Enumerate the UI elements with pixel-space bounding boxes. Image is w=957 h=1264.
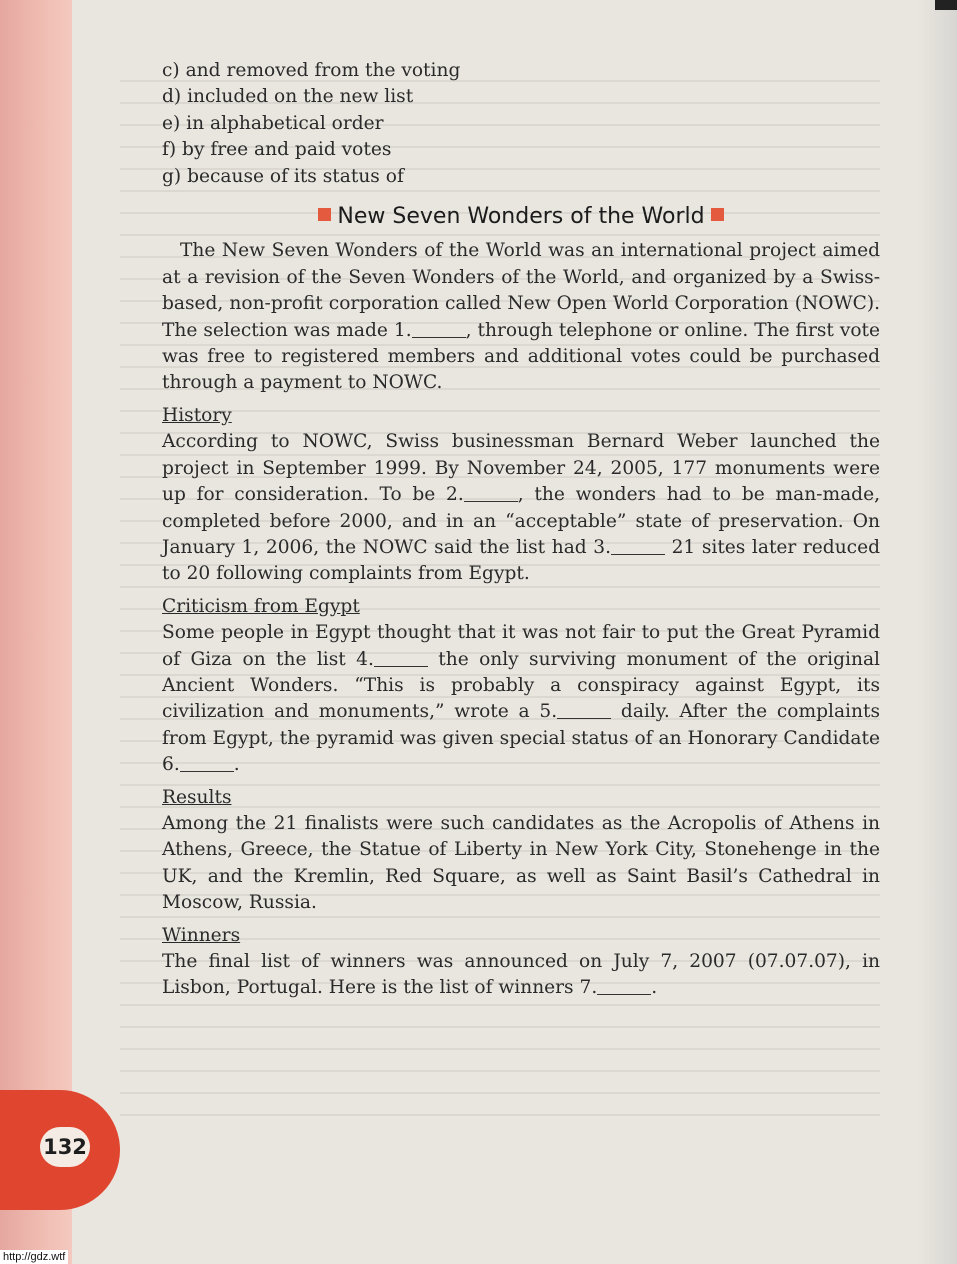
history-heading: History bbox=[162, 404, 232, 426]
answer-options bbox=[162, 58, 880, 190]
title-text: New Seven Wonders of the World bbox=[337, 204, 705, 230]
winners-paragraph: The final list of winners was announced on July 7, 2007 (07.07.07), in Lisbon, Portugal. Here is the list of winners 7. . bbox=[162, 951, 880, 999]
winners-heading: Winners bbox=[162, 924, 241, 946]
page-number: 132 bbox=[40, 1127, 90, 1167]
history-paragraph: According to NOWC, Swiss businessman Bernard Weber launched the project in September 1999. By November 24, 2005, 177 monuments were up for consideration. To be 2. , the wonders had to be man-made, completed before 2000, and in an “acceptable” state of preservation. On January 1, 2006, the NOWC said the list had 3. 21 sites later reduced to 20 following complaints from Egypt. bbox=[162, 431, 880, 585]
results-paragraph: Among the 21 finalists were such candidates as the Acropolis of Athens in Athens, Greece, the Statue of Liberty in New York City, Stonehenge in the UK, and the Kremlin, Red Square, as well as Saint Basil’s Cathedral in Moscow, Russia. bbox=[162, 812, 880, 914]
square-bullet-icon bbox=[711, 208, 724, 221]
gap-2 bbox=[464, 485, 518, 502]
watermark-link[interactable]: http://gdz.wtf bbox=[0, 1250, 68, 1264]
page-content bbox=[162, 58, 880, 1002]
section-title bbox=[162, 204, 880, 230]
gap-7 bbox=[597, 978, 651, 995]
square-bullet-icon bbox=[318, 208, 331, 221]
gap-5 bbox=[557, 702, 611, 719]
gap-3 bbox=[611, 538, 665, 555]
option-f: f) by free and paid votes bbox=[162, 139, 392, 161]
gap-4 bbox=[374, 650, 428, 667]
left-margin-strip bbox=[0, 0, 72, 1264]
option-c: c) and removed from the voting bbox=[162, 60, 461, 81]
right-page-edge bbox=[917, 0, 957, 1264]
option-d: d) included on the new list bbox=[162, 86, 414, 108]
option-g: g) because of its status of bbox=[162, 165, 404, 187]
results-heading: Results bbox=[162, 786, 232, 808]
corner-shadow bbox=[935, 0, 957, 10]
criticism-paragraph: Some people in Egypt thought that it was not fair to put the Great Pyramid of Giza on the list 4. the only surviving monument of the original Ancient Wonders. “This is probably a conspiracy against Egypt, its civilization and monuments,” wrote a 5. daily. After the complaints from Egypt, the pyramid was given special status of an Honorary Candidate 6. . bbox=[162, 622, 880, 776]
gap-6 bbox=[180, 755, 234, 772]
criticism-heading: Criticism from Egypt bbox=[162, 595, 360, 617]
option-e: e) in alphabetical order bbox=[162, 112, 384, 134]
intro-paragraph: The New Seven Wonders of the World was an international project aimed at a revision of the Seven Wonders of the World, and organized by a Swiss-based, non-profit corporation called New Open World Corporation (NOWC). The selection was made 1. , through telephone or online. The first vote was free to registered members and additional votes could be purchased through a payment to NOWC. bbox=[162, 240, 880, 394]
gap-1 bbox=[412, 321, 466, 338]
